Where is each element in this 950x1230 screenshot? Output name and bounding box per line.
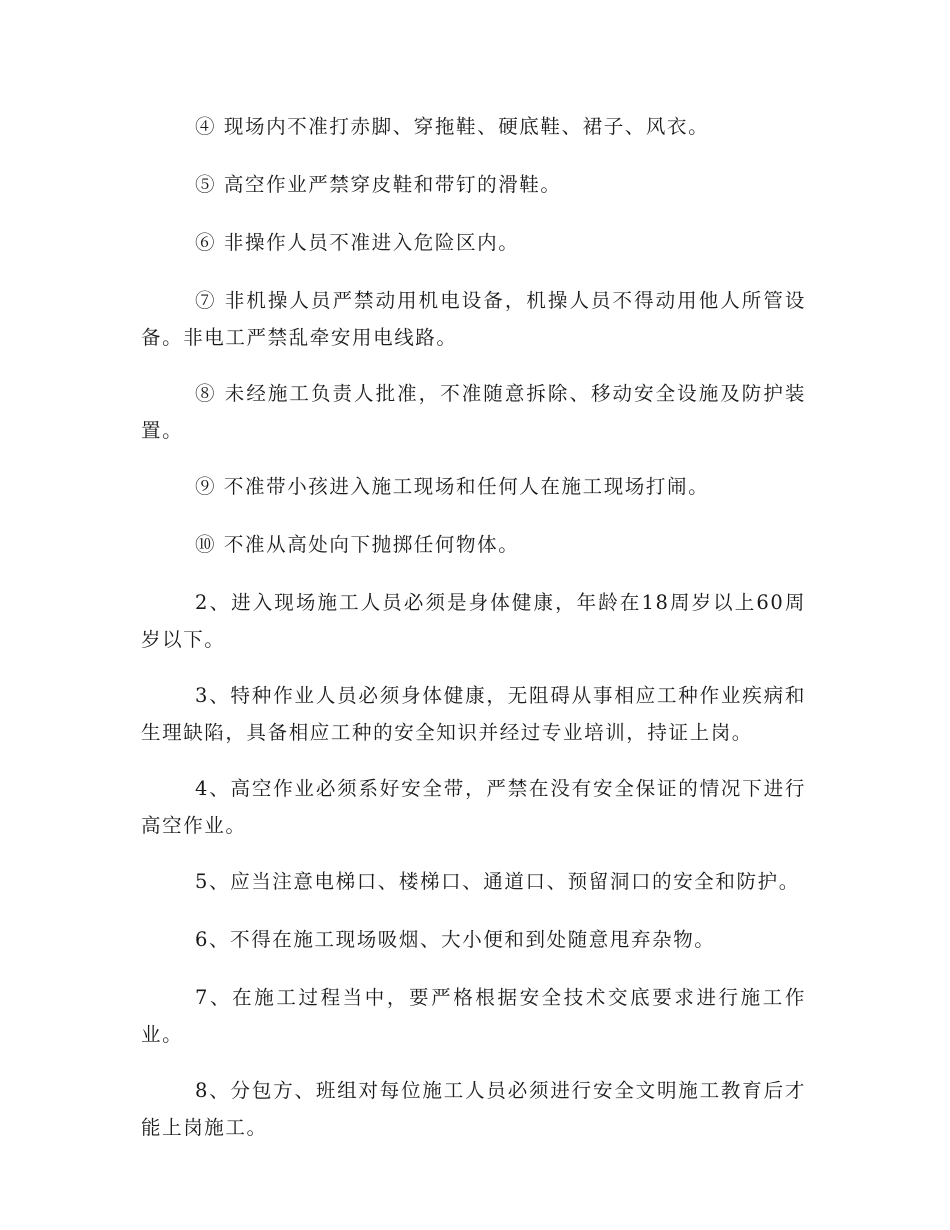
section-8-paragraph: 8、分包方、班组对每位施工人员必须进行安全文明施工教育后才能上岗施工。 bbox=[141, 1079, 806, 1139]
section-2-paragraph: 2、进入现场施工人员必须是身体健康，年龄在18周岁以上60周岁以下。 bbox=[141, 591, 806, 651]
rule-item-9: ⑨ 不准带小孩进入施工现场和任何人在施工现场打闹。 bbox=[195, 475, 710, 498]
section-6-paragraph: 6、不得在施工现场吸烟、大小便和到处随意甩弃杂物。 bbox=[195, 928, 716, 951]
rule-item-6: ⑥ 非操作人员不准进入危险区内。 bbox=[195, 231, 520, 254]
section-5-paragraph: 5、应当注意电梯口、楼梯口、通道口、预留洞口的安全和防护。 bbox=[195, 870, 800, 893]
document-body bbox=[141, 108, 806, 1146]
section-7-paragraph: 7、在施工过程当中，要严格根据安全技术交底要求进行施工作业。 bbox=[141, 986, 806, 1046]
section-4-paragraph: 4、高空作业必须系好安全带，严禁在没有安全保证的情况下进行高空作业。 bbox=[141, 777, 806, 837]
rule-item-10: ⑩ 不准从高处向下抛掷任何物体。 bbox=[195, 533, 520, 556]
section-3-paragraph: 3、特种作业人员必须身体健康，无阻碍从事相应工种作业疾病和生理缺陷，具备相应工种的安全知识并经过专业培训，持证上岗。 bbox=[141, 684, 806, 744]
rule-item-7: ⑦ 非机操人员严禁动用机电设备，机操人员不得动用他人所管设备。非电工严禁乱牵安用电线路。 bbox=[141, 289, 806, 349]
rule-item-4: ④ 现场内不准打赤脚、穿拖鞋、硬底鞋、裙子、风衣。 bbox=[195, 115, 710, 138]
rule-item-5: ⑤ 高空作业严禁穿皮鞋和带钉的滑鞋。 bbox=[195, 173, 562, 196]
rule-item-8: ⑧ 未经施工负责人批准，不准随意拆除、移动安全设施及防护装置。 bbox=[141, 382, 806, 442]
